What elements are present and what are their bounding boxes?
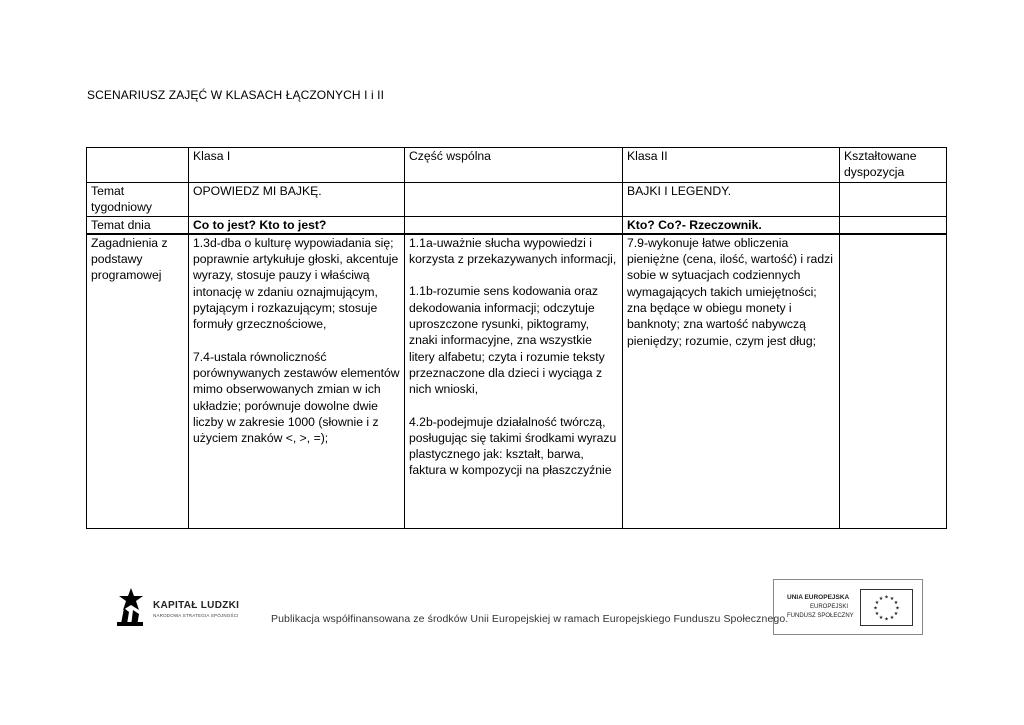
cell-zagadnienia-wspolna — [405, 234, 623, 529]
kapital-ludzki-logo-icon — [115, 586, 147, 630]
header-cell-dyspozycje: Kształtowane dyspozycja — [840, 148, 947, 183]
cell-zagadnienia-dyspozycje — [840, 234, 947, 529]
table-row-temat-tygodniowy — [87, 183, 947, 217]
eu-star-icon: ★ — [889, 596, 895, 602]
cell-temat-klasa-1: OPOWIEDZ MI BAJKĘ. — [189, 183, 405, 217]
row-label-temat-tygodniowy: Temat tygodniowy — [87, 183, 189, 217]
header-cell-czesc-wspolna: Część wspólna — [405, 148, 623, 183]
eu-star-icon: ★ — [884, 616, 889, 623]
klasa-1-paragraph-2: 7.4-ustala równoliczność porównywanych zestawów elementów mimo obserwowanych zmian w ich układzie; porównuje dowolne dwie liczby w zakresie 1000 (słownie i z użyciem znaków <, >, =); — [193, 349, 400, 446]
wspolna-paragraph-1: 1.1a-uważnie słucha wypowiedzi i korzysta z przekazywanych informacji, — [409, 235, 617, 267]
row-label-temat-dnia: Temat dnia — [87, 216, 189, 234]
eu-flag-icon — [860, 589, 913, 626]
eu-star-icon: ★ — [884, 594, 889, 601]
eu-line-2: EUROPEJSKI — [810, 604, 849, 610]
cell-dnia-dyspozycje — [840, 216, 947, 234]
header-cell-klasa-2: Klasa II — [623, 148, 840, 183]
header-cell-empty — [87, 148, 189, 183]
table-row-temat-dnia — [87, 216, 947, 234]
kapital-ludzki-logo — [115, 586, 255, 630]
table-header-row — [87, 148, 947, 183]
kapital-ludzki-subtitle: NARODOWA STRATEGIA SPÓJNOŚCI — [153, 613, 239, 618]
eu-star-icon: ★ — [889, 615, 895, 621]
cell-temat-klasa-2: BAJKI I LEGENDY. — [623, 183, 840, 217]
klasa-1-paragraph-1: 1.3d-dba o kulturę wypowiadania się; poprawnie artykułuje głoski, akcentuje wyrazy, stosuje pauzy i właściwą intonację w zdaniu oznajmującym, pytającym i rozkazującym; stosuje formuły grzecznościowe, — [193, 235, 399, 332]
eu-title: UNIA EUROPEJSKA — [787, 594, 850, 601]
cell-dnia-klasa-2: Kto? Co?- Rzeczownik. — [623, 216, 840, 234]
scenario-table — [86, 147, 947, 529]
wspolna-paragraph-2: 1.1b-rozumie sens kodowania oraz dekodowania informacji; odczytuje uproszczone rysunki, piktogramy, znaki informacyjne, zna wszystkie litery alfabetu; czyta i rozumie teksty przeznaczone dla dzieci i wyciąga z nich wnioski, — [409, 284, 605, 397]
row-label-zagadnienia: Zagadnienia z podstawy programowej — [87, 234, 189, 529]
eu-star-icon: ★ — [893, 600, 899, 606]
cell-zagadnienia-klasa-1 — [189, 234, 405, 529]
cell-temat-wspolna — [405, 183, 623, 217]
eu-line-3: FUNDUSZ SPOŁECZNY — [787, 613, 854, 619]
eu-star-icon: ★ — [874, 600, 880, 606]
cell-temat-dyspozycje — [840, 183, 947, 217]
wspolna-paragraph-3: 4.2b-podejmuje działalność twórczą, posługując się takimi środkami wyrazu plastycznego jak: kształt, barwa, faktura w kompozycji na płaszczyźnie — [409, 414, 617, 478]
table-row-zagadnienia — [87, 234, 947, 529]
cell-zagadnienia-klasa-2 — [623, 234, 840, 529]
eu-star-icon: ★ — [874, 611, 880, 617]
eu-star-icon: ★ — [878, 615, 884, 621]
cell-dnia-wspolna — [405, 216, 623, 234]
eu-star-icon: ★ — [895, 605, 900, 612]
cell-dnia-klasa-1: Co to jest? Kto to jest? — [189, 216, 405, 234]
eu-star-icon: ★ — [893, 611, 899, 617]
eu-logo — [773, 579, 923, 635]
eu-star-icon: ★ — [873, 605, 878, 612]
header-cell-klasa-1: Klasa I — [189, 148, 405, 183]
klasa-2-paragraph-1: 7.9-wykonuje łatwe obliczenia pieniężne (cena, ilość, wartość) i radzi sobie w sytuacjach codziennych wymagających takich umiejętności; zna będące w obiegu monety i banknoty; zna wartość nabywczą pieniędzy; rozumie, czym jest dług; — [627, 235, 833, 348]
eu-star-icon: ★ — [878, 596, 884, 602]
kapital-ludzki-title: KAPITAŁ LUDZKI — [153, 600, 240, 611]
cofinancing-notice: Publikacja współfinansowana ze środków Unii Europejskiej w ramach Europejskiego Funduszu Społecznego. — [271, 613, 789, 625]
document-title: SCENARIUSZ ZAJĘĆ W KLASACH ŁĄCZONYCH I i II — [87, 88, 385, 102]
